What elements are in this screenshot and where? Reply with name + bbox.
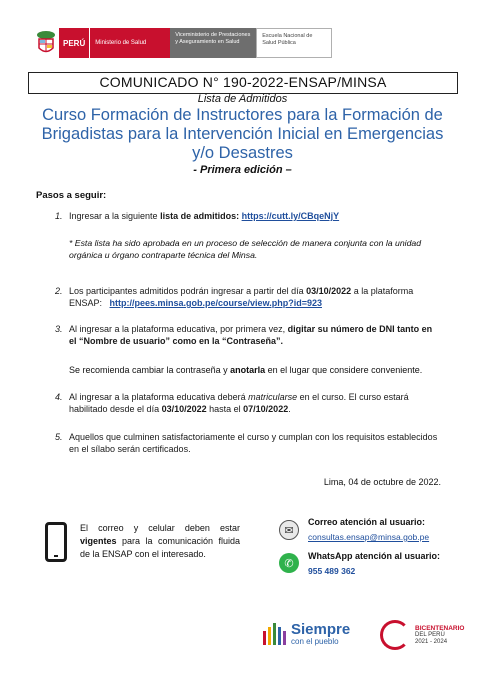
escuela-label: Escuela Nacional de Salud Pública [256,28,332,58]
step-text-bold: digitar su número de DNI tanto en [287,324,433,334]
step-text: hasta el [206,404,244,414]
end-date: 07/10/2022 [243,404,289,414]
siempre-con-el-pueblo-logo [263,622,350,646]
step-text: . [288,404,291,414]
step-text: a la plataforma [351,286,414,296]
step-text: en el curso. El curso estará [297,392,409,402]
step-text-bold: el “Nombre de usuario” como en la “Contraseña”. [69,336,284,346]
edition-label: - Primera edición – [193,164,292,176]
email-title: Correo atención al usuario: [308,517,426,527]
step-text-bold: lista de admitidos: [160,211,240,221]
ministerio-label: Ministerio de Salud [95,39,147,46]
siempre-bars-icon [263,623,286,645]
step-text: Al ingresar a la plataforma educativa, por primera vez, [69,324,288,334]
government-header [33,28,332,58]
contact-note [80,522,240,561]
step-date: 03/10/2022 [306,286,352,296]
step-text: en el sílabo serán certificados. [69,444,191,454]
step-text: habilitado desde el día [69,404,162,414]
viceministerio-label: Viceministerio de Prestaciones y Aseguramiento en Salud [170,28,256,58]
siempre-label: Siempre [291,621,351,638]
bicentenario-logo [380,620,464,650]
coat-of-arms-icon [33,28,59,58]
peru-label: PERÚ [59,28,90,58]
email-icon: ✉ [279,520,299,540]
contact-text-bold: vigentes [80,536,117,546]
whatsapp-title: WhatsApp atención al usuario: [308,551,441,561]
step-number: 1. [55,211,63,221]
password-recommendation [69,364,422,376]
step-number: 3. [55,324,63,334]
lista-subtitle: Lista de Admitidos [197,93,288,105]
step-number: 4. [55,392,63,402]
step-number: 5. [55,432,63,442]
bicentenario-years: 2021 - 2024 [415,638,448,645]
contact-text: El correo y celular deben estar [80,523,240,533]
siempre-sub-label: con el pueblo [291,637,339,646]
whatsapp-number: 955 489 362 [308,566,356,576]
para-text: en el lugar que considere conveniente. [265,365,423,375]
email-link[interactable]: consultas.ensap@minsa.gob.pe [308,532,430,542]
document-date: Lima, 04 de octubre de 2022. [323,477,441,487]
mobile-phone-icon [45,522,67,562]
comunicado-title: COMUNICADO N° 190-2022-ENSAP/MINSA [28,72,458,94]
step-text: Ingresar a la siguiente [69,211,161,221]
para-text-bold: anotarla [230,365,266,375]
step-number: 2. [55,286,63,296]
contact-text: para la comunicación fluida de la ENSAP con el interesado. [80,536,240,559]
bicentenario-label: BICENTENARIO [415,624,465,632]
step-text: Aquellos que culminen satisfactoriamente el curso y cumplan con los requisitos establecidos [69,432,438,442]
platform-link[interactable]: http://pees.minsa.gob.pe/course/view.php?id=923 [109,298,322,308]
bicentenario-icon [380,620,410,650]
step-text-italic: matricularse [248,392,298,402]
step-text: ENSAP: [69,298,103,308]
whatsapp-icon: ✆ [279,553,299,573]
bicentenario-sub: DEL PERÚ [415,631,445,638]
steps-heading: Pasos a seguir: [36,190,107,201]
step-text: Al ingresar a la plataforma educativa deberá [69,392,249,402]
step-text: Los participantes admitidos podrán ingresar a partir del día [69,286,307,296]
para-text: Se recomienda cambiar la contraseña y [69,365,231,375]
approval-note: * Esta lista ha sido aprobada en un proceso de selección de manera conjunta con la unidad orgánica u órgano contraparte técnica del Minsa. [69,238,422,260]
admitted-list-link[interactable]: https://cutt.ly/CBqeNjY [241,211,340,221]
peru-ministry-logo [59,28,170,58]
start-date: 03/10/2022 [161,404,207,414]
course-title: Curso Formación de Instructores para la Formación de Brigadistas para la Intervención Inicial en Emergencias y/o Desastres [41,106,444,162]
